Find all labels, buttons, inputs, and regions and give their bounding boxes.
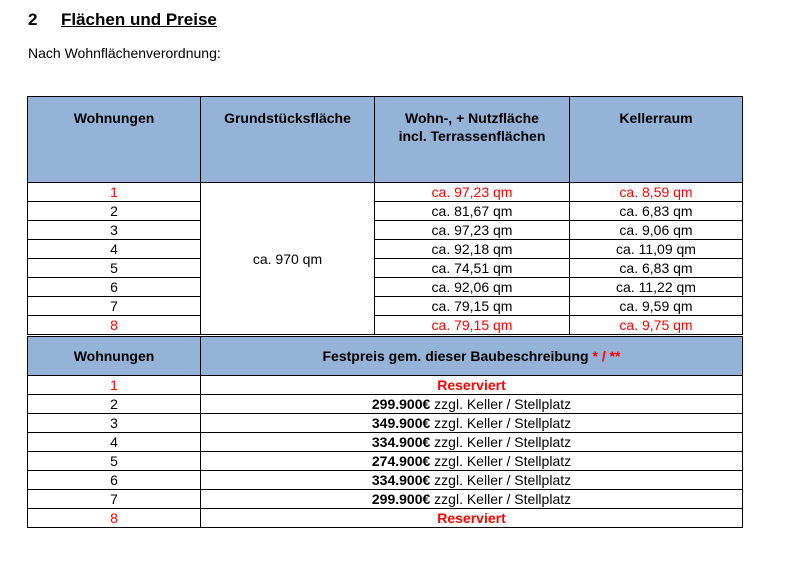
price-value — [201, 395, 743, 414]
section-title: Flächen und Preise — [61, 10, 217, 29]
unit-number: 8 — [28, 316, 201, 335]
price-value — [201, 452, 743, 471]
living-area-value: ca. 81,67 qm — [375, 202, 570, 221]
price-amount: 274.900€ — [371, 453, 431, 469]
table-row — [28, 509, 743, 528]
header-plot-area: Grundstücksfläche — [201, 97, 375, 183]
unit-number: 1 — [28, 183, 201, 202]
living-area-value: ca. 97,23 qm — [375, 183, 570, 202]
table-row — [28, 240, 743, 259]
price-suffix: zzgl. Keller / Stellplatz — [430, 491, 572, 507]
section-heading — [28, 10, 217, 30]
unit-number: 3 — [28, 414, 201, 433]
reserved-label: Reserviert — [201, 376, 743, 395]
unit-number: 6 — [28, 471, 201, 490]
price-value — [201, 490, 743, 509]
price-amount: 334.900€ — [371, 434, 431, 450]
price-amount: 349.900€ — [371, 415, 431, 431]
cellar-area-value: ca. 9,06 qm — [570, 221, 743, 240]
table-row — [28, 414, 743, 433]
table-row — [28, 376, 743, 395]
price-value — [201, 433, 743, 452]
table-row — [28, 433, 743, 452]
unit-number: 5 — [28, 259, 201, 278]
price-value — [201, 414, 743, 433]
cellar-area-value: ca. 9,59 qm — [570, 297, 743, 316]
table-row — [28, 259, 743, 278]
table-row — [28, 316, 743, 335]
unit-number: 7 — [28, 297, 201, 316]
living-area-value: ca. 92,06 qm — [375, 278, 570, 297]
table-row — [28, 471, 743, 490]
unit-number: 3 — [28, 221, 201, 240]
living-area-value: ca. 79,15 qm — [375, 297, 570, 316]
unit-number: 5 — [28, 452, 201, 471]
living-area-value: ca. 79,15 qm — [375, 316, 570, 335]
cellar-area-value: ca. 6,83 qm — [570, 202, 743, 221]
unit-number: 2 — [28, 202, 201, 221]
price-value — [201, 471, 743, 490]
price-table — [27, 336, 743, 528]
price-amount: 299.900€ — [371, 491, 431, 507]
header-cellar: Kellerraum — [570, 97, 743, 183]
header-units: Wohnungen — [28, 97, 201, 183]
unit-number: 7 — [28, 490, 201, 509]
unit-number: 4 — [28, 433, 201, 452]
reserved-label: Reserviert — [201, 509, 743, 528]
unit-number: 1 — [28, 376, 201, 395]
table-row — [28, 297, 743, 316]
price-suffix: zzgl. Keller / Stellplatz — [430, 453, 572, 469]
unit-number: 8 — [28, 509, 201, 528]
cellar-area-value: ca. 8,59 qm — [570, 183, 743, 202]
price-suffix: zzgl. Keller / Stellplatz — [430, 415, 572, 431]
section-subtitle: Nach Wohnflächenverordnung: — [28, 45, 221, 61]
header-units: Wohnungen — [28, 337, 201, 376]
table-row — [28, 183, 743, 202]
areas-table — [27, 96, 743, 335]
table-row — [28, 202, 743, 221]
section-number: 2 — [28, 10, 38, 29]
price-suffix: zzgl. Keller / Stellplatz — [430, 472, 572, 488]
table-row — [28, 395, 743, 414]
price-amount: 299.900€ — [371, 396, 431, 412]
cellar-area-value: ca. 11,22 qm — [570, 278, 743, 297]
table-row — [28, 221, 743, 240]
living-area-value: ca. 74,51 qm — [375, 259, 570, 278]
footnote-marker: * / ** — [588, 348, 621, 364]
cellar-area-value: ca. 9,75 qm — [570, 316, 743, 335]
table-row — [28, 490, 743, 509]
living-area-value: ca. 92,18 qm — [375, 240, 570, 259]
cellar-area-value: ca. 6,83 qm — [570, 259, 743, 278]
cellar-area-value: ca. 11,09 qm — [570, 240, 743, 259]
price-suffix: zzgl. Keller / Stellplatz — [430, 396, 572, 412]
unit-number: 4 — [28, 240, 201, 259]
plot-area-value: ca. 970 qm — [201, 183, 375, 335]
unit-number: 6 — [28, 278, 201, 297]
table-row — [28, 452, 743, 471]
table-row — [28, 278, 743, 297]
header-fixed-price: Festpreis gem. dieser Baubeschreibung * / ** — [201, 337, 743, 376]
unit-number: 2 — [28, 395, 201, 414]
living-area-value: ca. 97,23 qm — [375, 221, 570, 240]
price-amount: 334.900€ — [371, 472, 431, 488]
price-suffix: zzgl. Keller / Stellplatz — [430, 434, 572, 450]
header-living-area: Wohn-, + Nutzfläche incl. Terrassenflächen — [375, 97, 570, 183]
